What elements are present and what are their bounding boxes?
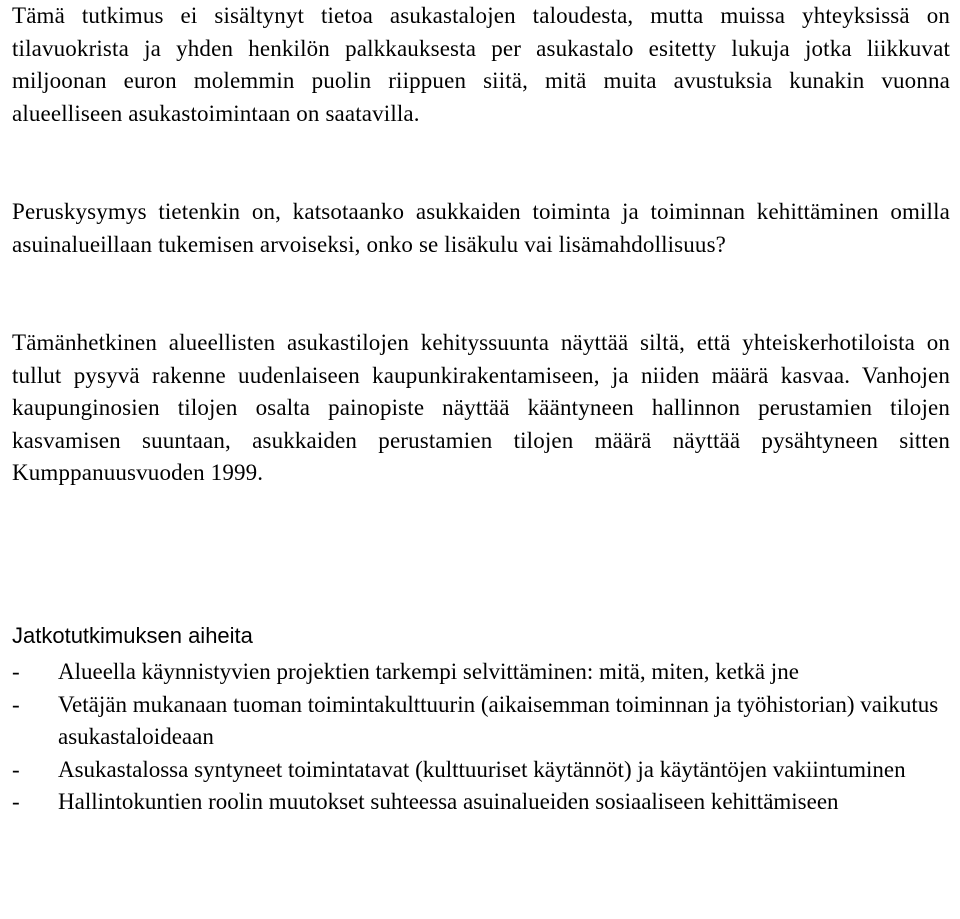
list-item [12,656,950,689]
paragraph-economy: Tämä tutkimus ei sisältynyt tietoa asukastalojen taloudesta, mutta muissa yhteyksissä on tilavuokrista ja yhden henkilön palkkauksesta per asukastalo esitetty lukuja jotka liikkuvat miljoonan euron molemmin puolin riippuen siitä, mitä muita avustuksia kunakin vuonna alueelliseen asukastoimintaan on saatavilla. [12,3,950,126]
bullet-dash: - [12,789,20,815]
list-item [12,786,950,819]
list-item-text: Asukastalossa syntyneet toimintatavat (kulttuuriset käytännöt) ja käytäntöjen vakiintuminen [58,756,906,782]
paragraph-basic-question: Peruskysymys tietenkin on, katsotaanko asukkaiden toiminta ja toiminnan kehittäminen omilla asuinalueillaan tukemisen arvoiseksi, onko se lisäkulu vai lisämahdollisuus? [12,199,950,257]
list-item-text: Hallintokuntien roolin muutokset suhteessa asuinalueiden sosiaaliseen kehittämiseen [58,789,839,815]
bullet-dash: - [12,756,20,782]
bullet-dash: - [12,691,20,717]
list-item [12,754,950,787]
list-item-text: Vetäjän mukanaan tuoman toimintakulttuurin (aikaisemman toiminnan ja työhistorian) vaikutus asukastaloideaan [58,691,939,750]
paragraph-development-trend: Tämänhetkinen alueellisten asukastilojen kehityssuunta näyttää siltä, että yhteiskerhotiloista on tullut pysyvä rakenne uudenlaiseen kaupunkirakentamiseen, ja niiden määrä kasvaa. Vanhojen kaupunginosien tilojen osalta painopiste näyttää kääntyneen hallinnon perustamien tilojen kasvamisen suuntaan, asukkaiden perustamien tilojen määrä näyttää pysähtyneen sitten Kumppanuusvuoden 1999. [12,330,950,486]
list-item [12,689,950,754]
further-research-list [12,656,950,819]
bullet-dash: - [12,659,20,684]
list-item-text: Alueella käynnistyvien projektien tarkempi selvittäminen: mitä, miten, ketkä jne [58,659,799,684]
section-heading: Jatkotutkimuksen aiheita [12,623,253,648]
